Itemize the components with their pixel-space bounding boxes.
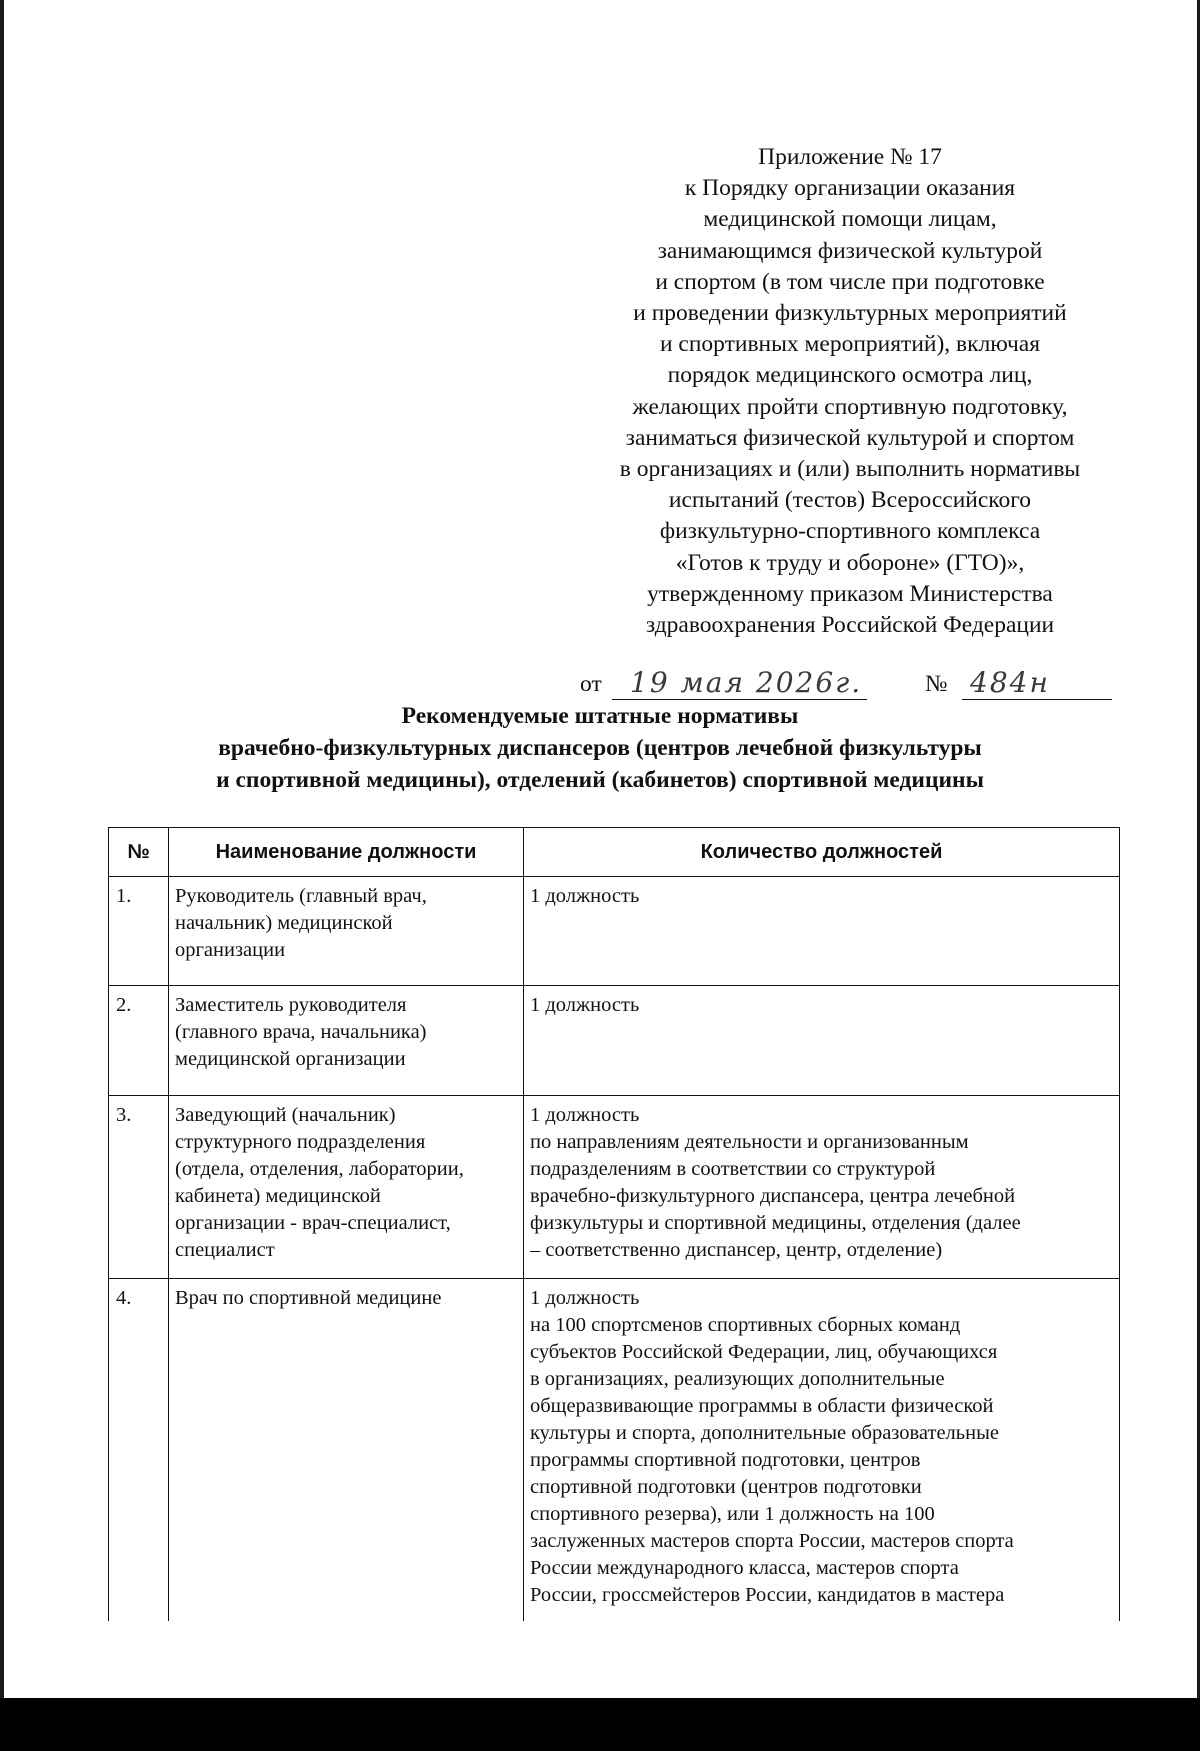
quantity-cell [524,1279,1120,1622]
row-number: 4. [109,1279,169,1622]
quantity-line: подразделениям в соответствии со структурой [530,1158,936,1180]
position-line: структурного подразделения [175,1131,426,1153]
quantity-line: культуры и спорта, дополнительные образовательные [530,1422,999,1444]
quantity-line: врачебно-физкультурного диспансера, центра лечебной [530,1185,1016,1207]
quantity-line: спортивного резерва), или 1 должность на 100 [530,1503,935,1525]
position-line: Заведующий (начальник) [175,1104,396,1126]
header-number: № [109,828,169,877]
position-cell [169,1279,524,1622]
table-row [109,1279,1120,1622]
header-quantity: Количество должностей [524,828,1120,877]
position-cell [169,877,524,986]
position-line: (главного врача, начальника) [175,1021,427,1043]
row-number: 2. [109,986,169,1096]
table-row [109,1096,1120,1279]
appendix-line: к Порядку организации оказания [684,175,1016,202]
position-line: медицинской организации [175,1048,406,1070]
appendix-line: порядок медицинского осмотра лиц, [667,362,1033,389]
quantity-line: в организациях, реализующих дополнительные [530,1368,945,1390]
document-title [100,700,1100,796]
quantity-line: физкультуры и спортивной медицины, отделения (далее [530,1212,1021,1234]
quantity-line: на 100 спортсменов спортивных сборных команд [530,1314,961,1336]
handwritten-date: 19 мая 2026г. [630,666,863,699]
position-line: (отдела, отделения, лаборатории, [175,1158,464,1180]
title-line: врачебно-физкультурных диспансеров (центров лечебной физкультуры [218,735,982,761]
position-line: организации [175,939,286,961]
quantity-line: 1 должность [530,885,640,907]
quantity-line: субъектов Российской Федерации, лиц, обучающихся [530,1341,998,1363]
appendix-line: и спортивных мероприятий), включая [659,331,1041,358]
header-position: Наименование должности [169,828,524,877]
appendix-line: желающих пройти спортивную подготовку, [632,393,1068,420]
appendix-line: медицинской помощи лицам, [703,206,997,233]
appendix-line: и проведении физкультурных мероприятий [633,300,1067,327]
quantity-line: спортивной подготовки (центров подготовки [530,1476,922,1498]
appendix-line: здравоохранения Российской Федерации [645,612,1055,639]
quantity-line: России, гроссмейстеров России, кандидатов в мастера [530,1584,1005,1606]
quantity-line: 1 должность [530,1287,640,1309]
quantity-line: 1 должность [530,1104,640,1126]
position-line: кабинета) медицинской [175,1185,381,1207]
quantity-line: – соответственно диспансер, центр, отделение) [530,1239,943,1261]
appendix-line: испытаний (тестов) Всероссийского [668,487,1032,514]
appendix-line: заниматься физической культурой и спортом [625,424,1075,451]
quantity-line: общеразвивающие программы в области физической [530,1395,994,1417]
appendix-line: физкультурно-спортивного комплекса [659,518,1041,545]
appendix-block [560,142,1140,641]
title-line: Рекомендуемые штатные нормативы [401,703,799,729]
position-line: организации - врач-специалист, [175,1212,451,1234]
scan-edge-left [0,0,4,1698]
quantity-line: 1 должность [530,994,640,1016]
title-line: и спортивной медицины), отделений (кабинетов) спортивной медицины [216,767,984,793]
quantity-cell [524,877,1120,986]
position-line: специалист [175,1239,275,1261]
table-header-row [109,828,1120,877]
position-line: Руководитель (главный врач, [175,885,427,907]
appendix-line: занимающимся физической культурой [657,237,1043,264]
scan-bottom-edge [0,1698,1200,1751]
appendix-line: в организациях и (или) выполнить нормативы [619,456,1081,483]
table-row [109,877,1120,986]
quantity-cell [524,1096,1120,1279]
staffing-table [108,827,1120,1621]
position-line: начальник) медицинской [175,912,393,934]
handwritten-number: 484н [970,666,1050,699]
appendix-line: утвержденному приказом Министерства [647,580,1053,607]
quantity-line: заслуженных мастеров спорта России, мастеров спорта [530,1530,1014,1552]
appendix-line: и спортом (в том числе при подготовке [655,268,1045,295]
number-prefix: № [925,671,948,697]
row-number: 1. [109,877,169,986]
table-row [109,986,1120,1096]
quantity-cell [524,986,1120,1096]
appendix-line: Приложение № 17 [758,144,942,170]
position-cell [169,1096,524,1279]
appendix-line: «Готов к труду и обороне» (ГТО)», [675,549,1025,576]
position-line: Врач по спортивной медицине [175,1287,442,1309]
row-number: 3. [109,1096,169,1279]
quantity-line: по направлениям деятельности и организованным [530,1131,969,1153]
quantity-line: программы спортивной подготовки, центров [530,1449,921,1471]
date-prefix: от [580,671,602,697]
position-line: Заместитель руководителя [175,994,407,1016]
order-date-number-line [580,666,1140,700]
quantity-line: России международного класса, мастеров спорта [530,1557,959,1579]
position-cell [169,986,524,1096]
